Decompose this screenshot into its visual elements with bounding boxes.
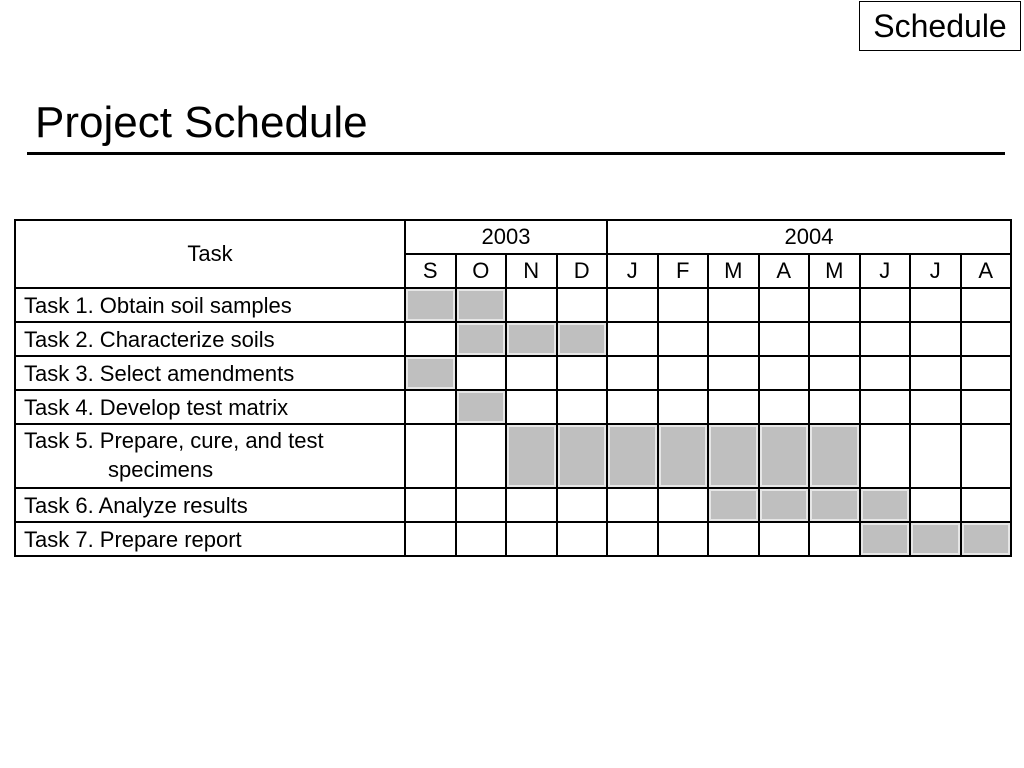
schedule-cell-empty bbox=[506, 522, 557, 556]
year-header: 2004 bbox=[607, 220, 1011, 254]
schedule-cell-empty bbox=[456, 522, 507, 556]
schedule-cell-empty bbox=[759, 288, 810, 322]
month-header: O bbox=[456, 254, 507, 288]
schedule-cell-active bbox=[456, 322, 507, 356]
task-rows bbox=[15, 288, 1011, 556]
month-header: A bbox=[961, 254, 1012, 288]
task-label-cell bbox=[15, 356, 405, 390]
task-row bbox=[15, 288, 1011, 322]
schedule-cell-empty bbox=[658, 488, 709, 522]
schedule-cell-empty bbox=[708, 322, 759, 356]
task-row bbox=[15, 488, 1011, 522]
schedule-cell-empty bbox=[961, 356, 1012, 390]
task-label: Task 7. Prepare report bbox=[24, 526, 242, 552]
schedule-cell-empty bbox=[405, 322, 456, 356]
schedule-cell-empty bbox=[708, 356, 759, 390]
schedule-cell-empty bbox=[860, 390, 911, 424]
schedule-cell-empty bbox=[658, 356, 709, 390]
schedule-cell-active bbox=[456, 390, 507, 424]
schedule-cell-empty bbox=[860, 288, 911, 322]
schedule-cell-active bbox=[405, 356, 456, 390]
schedule-cell-empty bbox=[557, 390, 608, 424]
year-header: 2003 bbox=[405, 220, 607, 254]
schedule-cell-active bbox=[557, 322, 608, 356]
schedule-cell-empty bbox=[557, 488, 608, 522]
schedule-cell-empty bbox=[910, 356, 961, 390]
schedule-cell-active bbox=[860, 522, 911, 556]
schedule-cell-empty bbox=[506, 288, 557, 322]
schedule-cell-active bbox=[456, 288, 507, 322]
task-row bbox=[15, 356, 1011, 390]
month-header: J bbox=[607, 254, 658, 288]
page-title: Project Schedule bbox=[35, 98, 368, 147]
task-label: Task 1. Obtain soil samples bbox=[24, 292, 292, 318]
schedule-cell-empty bbox=[910, 488, 961, 522]
schedule-cell-empty bbox=[809, 356, 860, 390]
schedule-cell-active bbox=[658, 424, 709, 488]
month-header: N bbox=[506, 254, 557, 288]
schedule-cell-empty bbox=[961, 322, 1012, 356]
task-label-cell bbox=[15, 522, 405, 556]
schedule-cell-empty bbox=[658, 288, 709, 322]
schedule-cell-empty bbox=[405, 522, 456, 556]
schedule-cell-active bbox=[961, 522, 1012, 556]
month-header: A bbox=[759, 254, 810, 288]
task-row bbox=[15, 522, 1011, 556]
schedule-cell-empty bbox=[910, 390, 961, 424]
task-row bbox=[15, 322, 1011, 356]
schedule-cell-empty bbox=[405, 424, 456, 488]
task-row bbox=[15, 424, 1011, 488]
schedule-cell-empty bbox=[557, 522, 608, 556]
month-header: M bbox=[708, 254, 759, 288]
task-label: Task 5. Prepare, cure, and test bbox=[24, 428, 324, 453]
schedule-cell-active bbox=[506, 424, 557, 488]
month-header: D bbox=[557, 254, 608, 288]
schedule-cell-empty bbox=[658, 322, 709, 356]
schedule-cell-empty bbox=[607, 356, 658, 390]
schedule-cell-empty bbox=[456, 424, 507, 488]
schedule-cell-active bbox=[759, 424, 810, 488]
schedule-cell-active bbox=[557, 424, 608, 488]
schedule-cell-empty bbox=[961, 288, 1012, 322]
schedule-cell-empty bbox=[607, 522, 658, 556]
schedule-cell-empty bbox=[708, 390, 759, 424]
schedule-table bbox=[14, 219, 1012, 557]
month-header: J bbox=[860, 254, 911, 288]
schedule-cell-empty bbox=[506, 390, 557, 424]
schedule-cell-empty bbox=[557, 288, 608, 322]
schedule-cell-empty bbox=[658, 390, 709, 424]
schedule-cell-empty bbox=[708, 288, 759, 322]
schedule-cell-active bbox=[809, 488, 860, 522]
schedule-cell-empty bbox=[405, 488, 456, 522]
year-header-row bbox=[15, 220, 1011, 254]
schedule-cell-empty bbox=[759, 322, 810, 356]
schedule-cell-empty bbox=[456, 488, 507, 522]
schedule-cell-empty bbox=[809, 288, 860, 322]
task-label-cell bbox=[15, 488, 405, 522]
task-label-continuation: specimens bbox=[108, 457, 214, 482]
task-label: Task 3. Select amendments bbox=[24, 360, 295, 386]
task-column-header: Task bbox=[15, 220, 405, 288]
schedule-cell-empty bbox=[506, 356, 557, 390]
task-label-cell bbox=[15, 288, 405, 322]
task-label: Task 6. Analyze results bbox=[24, 492, 248, 518]
task-label: Task 4. Develop test matrix bbox=[24, 394, 289, 420]
schedule-cell-empty bbox=[759, 522, 810, 556]
schedule-cell-empty bbox=[809, 322, 860, 356]
schedule-cell-empty bbox=[759, 356, 810, 390]
schedule-cell-empty bbox=[557, 356, 608, 390]
month-header: S bbox=[405, 254, 456, 288]
schedule-cell-empty bbox=[910, 288, 961, 322]
schedule-cell-active bbox=[708, 424, 759, 488]
month-header: M bbox=[809, 254, 860, 288]
schedule-cell-empty bbox=[456, 356, 507, 390]
schedule-cell-empty bbox=[860, 424, 911, 488]
schedule-cell-empty bbox=[809, 522, 860, 556]
title-underline bbox=[27, 152, 1005, 155]
schedule-cell-empty bbox=[910, 424, 961, 488]
schedule-cell-active bbox=[506, 322, 557, 356]
schedule-cell-empty bbox=[506, 488, 557, 522]
task-label: Task 2. Characterize soils bbox=[24, 326, 275, 352]
task-row bbox=[15, 390, 1011, 424]
schedule-cell-active bbox=[860, 488, 911, 522]
schedule-cell-empty bbox=[708, 522, 759, 556]
schedule-cell-empty bbox=[759, 390, 810, 424]
schedule-cell-active bbox=[405, 288, 456, 322]
schedule-cell-empty bbox=[658, 522, 709, 556]
month-header: J bbox=[910, 254, 961, 288]
schedule-cell-empty bbox=[607, 390, 658, 424]
schedule-cell-active bbox=[607, 424, 658, 488]
schedule-tag: Schedule bbox=[859, 1, 1021, 51]
schedule-cell-active bbox=[910, 522, 961, 556]
schedule-cell-empty bbox=[910, 322, 961, 356]
task-label-cell bbox=[15, 322, 405, 356]
schedule-cell-empty bbox=[607, 322, 658, 356]
task-label-cell bbox=[15, 390, 405, 424]
schedule-cell-empty bbox=[961, 390, 1012, 424]
schedule-cell-active bbox=[809, 424, 860, 488]
schedule-cell-empty bbox=[961, 424, 1012, 488]
schedule-cell-empty bbox=[961, 488, 1012, 522]
schedule-cell-empty bbox=[860, 322, 911, 356]
schedule-cell-empty bbox=[607, 488, 658, 522]
schedule-cell-empty bbox=[809, 390, 860, 424]
month-header: F bbox=[658, 254, 709, 288]
schedule-cell-active bbox=[759, 488, 810, 522]
schedule-cell-active bbox=[708, 488, 759, 522]
task-label-cell bbox=[15, 424, 405, 488]
schedule-cell-empty bbox=[607, 288, 658, 322]
schedule-cell-empty bbox=[405, 390, 456, 424]
schedule-cell-empty bbox=[860, 356, 911, 390]
